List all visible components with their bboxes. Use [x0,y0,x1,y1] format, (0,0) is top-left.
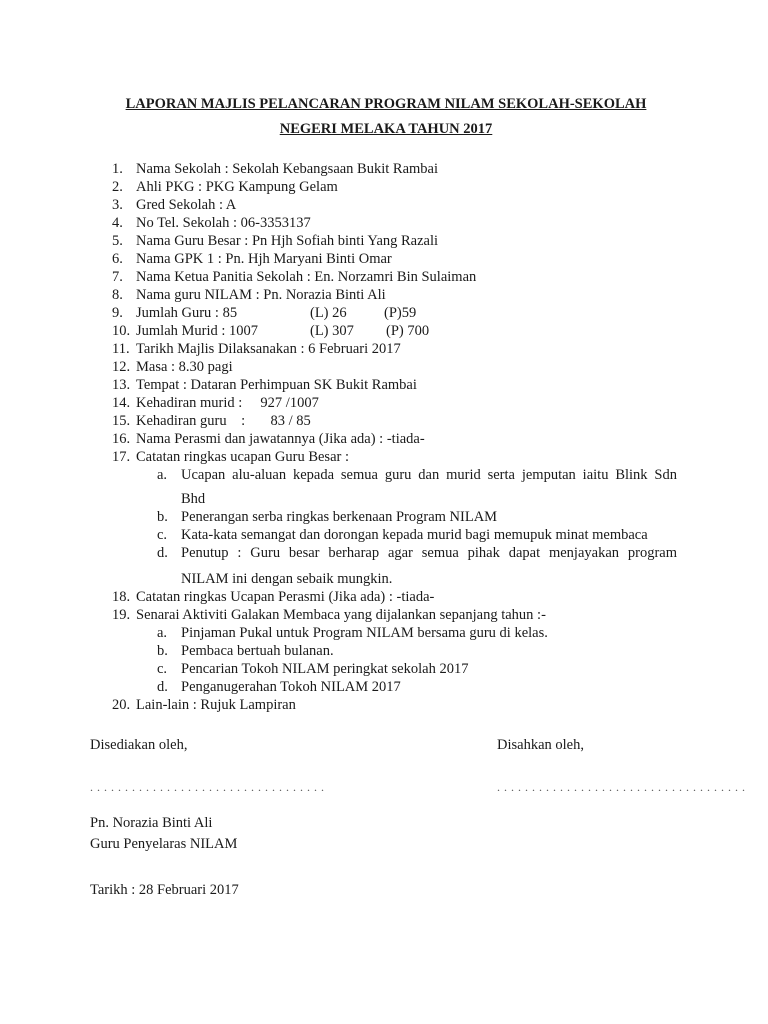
item-number: 1. [112,161,123,177]
item-number: 7. [112,269,123,285]
item-number: 11. [112,341,130,357]
list-item [112,376,682,394]
item-number: 6. [112,251,123,267]
item-text: Tempat : Dataran Perhimpuan SK Bukit Rambai [136,377,417,393]
sub-item-letter: c. [157,661,168,677]
sub-item-text: Pembaca bertuah bulanan. [181,643,334,659]
list-item [112,196,682,214]
prepared-by-label: Disediakan oleh, [90,737,188,753]
list-item [112,214,682,232]
sub-item-letter: a. [157,625,168,641]
item-number: 3. [112,197,123,213]
item-number: 18. [112,589,131,605]
sub-item-letter: c. [157,527,168,543]
item-text: Kehadiran murid : 927 /1007 [136,395,319,411]
sub-item-text: Ucapan alu-aluan kepada semua guru dan murid serta jemputan iaitu Blink Sdn [181,467,677,483]
item-number: 14. [112,395,131,411]
document-title-line-2: NEGERI MELAKA TAHUN 2017 [279,121,493,137]
list-item [112,606,682,624]
approved-by-label: Disahkan oleh, [497,737,584,753]
item-number: 10. [112,323,131,339]
list-item [112,340,682,358]
signature-line-right: . . . . . . . . . . . . . . . . . . . . . . . . . . . . . . . . . . . . [497,780,746,794]
sub-item-text-continued: NILAM ini dengan sebaik mungkin. [181,571,393,587]
item-text: No Tel. Sekolah : 06-3353137 [136,215,311,231]
sub-item-text: Pinjaman Pukal untuk Program NILAM bersama guru di kelas. [181,625,548,641]
item-text: Kehadiran guru : 83 / 85 [136,413,311,429]
item-text: Nama Ketua Panitia Sekolah : En. Norzamri Bin Sulaiman [136,269,477,285]
sub-item-text: Penutup : Guru besar berharap agar semua pihak dapat menjayakan program [181,545,677,561]
item-number: 20. [112,697,131,713]
signatory-name: Pn. Norazia Binti Ali [90,815,213,831]
item-text: Nama GPK 1 : Pn. Hjh Maryani Binti Omar [136,251,392,267]
item-text: Jumlah Murid : 1007 [136,323,259,339]
sub-item-letter: b. [157,643,168,659]
sub-item-text-continued: Bhd [181,491,206,507]
item-number: 2. [112,179,123,195]
list-item [112,448,682,466]
signature-line-left: . . . . . . . . . . . . . . . . . . . . . . . . . . . . . . . . . . [90,780,325,794]
list-item [112,232,682,250]
item-text: Nama Guru Besar : Pn Hjh Sofiah binti Yang Razali [136,233,439,249]
item-text: Tarikh Majlis Dilaksanakan : 6 Februari 2017 [136,341,401,357]
item-text: Gred Sekolah : A [136,197,237,213]
document-title-line-1: LAPORAN MAJLIS PELANCARAN PROGRAM NILAM SEKOLAH-SEKOLAH [125,96,647,112]
item-number: 12. [112,359,131,375]
item-text: Jumlah Guru : 85 [136,305,238,321]
list-item [112,178,682,196]
female-count: (P)59 [384,305,417,321]
list-item [112,304,682,322]
item-number: 8. [112,287,123,303]
sub-item-text: Penerangan serba ringkas berkenaan Program NILAM [181,509,498,525]
item-number: 9. [112,305,123,321]
item-number: 5. [112,233,123,249]
sub-item-letter: a. [157,467,168,483]
list-item [112,160,682,178]
list-item [112,412,682,430]
list-item [112,394,682,412]
list-item [112,696,682,714]
item-text: Catatan ringkas ucapan Guru Besar : [136,449,349,465]
list-item [112,358,682,376]
item-text: Nama guru NILAM : Pn. Norazia Binti Ali [136,287,386,303]
item-number: 19. [112,607,131,623]
sub-item-text: Penganugerahan Tokoh NILAM 2017 [181,679,401,695]
item-text: Masa : 8.30 pagi [136,359,233,375]
male-count: (L) 307 [310,323,354,339]
list-item [112,250,682,268]
item-text: Lain-lain : Rujuk Lampiran [136,697,296,713]
report-date: Tarikh : 28 Februari 2017 [90,882,239,898]
male-count: (L) 26 [310,305,347,321]
item-text: Ahli PKG : PKG Kampung Gelam [136,179,338,195]
sub-item-letter: d. [157,679,168,695]
list-item [112,286,682,304]
item-number: 15. [112,413,131,429]
sub-item-text: Kata-kata semangat dan dorongan kepada murid bagi memupuk minat membaca [181,527,648,543]
list-item [112,430,682,448]
item-number: 17. [112,449,131,465]
sub-item-letter: b. [157,509,168,525]
sub-item-letter: d. [157,545,168,561]
item-number: 13. [112,377,131,393]
signatory-role: Guru Penyelaras NILAM [90,836,238,852]
sub-item-text: Pencarian Tokoh NILAM peringkat sekolah 2017 [181,661,469,677]
item-text: Nama Sekolah : Sekolah Kebangsaan Bukit Rambai [136,161,439,177]
item-number: 4. [112,215,123,231]
item-text: Nama Perasmi dan jawatannya (Jika ada) : -tiada- [136,431,425,447]
list-item [112,322,682,340]
item-text: Senarai Aktiviti Galakan Membaca yang dijalankan sepanjang tahun :- [136,607,546,623]
list-item [112,588,682,606]
list-item [112,268,682,286]
item-text: Catatan ringkas Ucapan Perasmi (Jika ada) : -tiada- [136,589,435,605]
female-count: (P) 700 [386,323,430,339]
item-number: 16. [112,431,131,447]
